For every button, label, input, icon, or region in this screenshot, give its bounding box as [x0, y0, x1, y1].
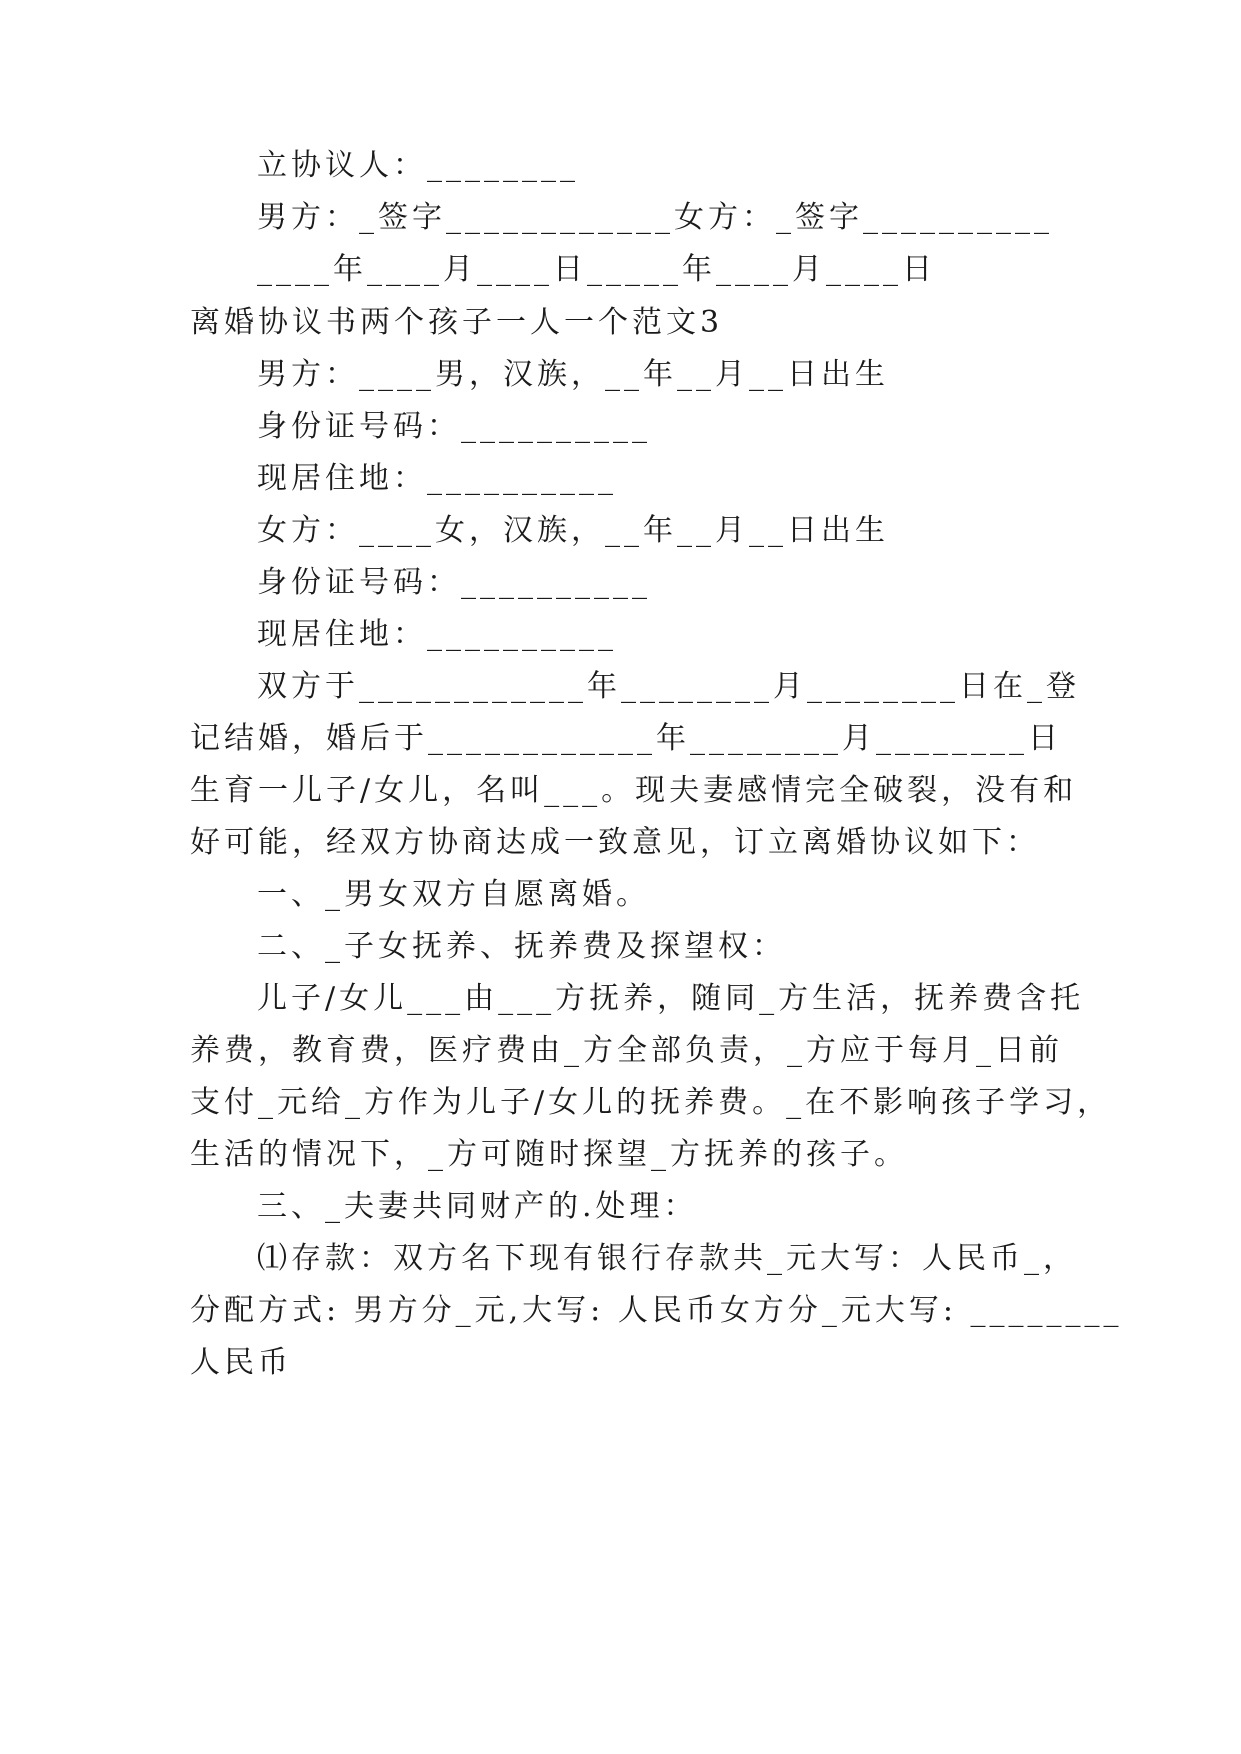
- date-line: ____年____月____日_____年____月____日: [257, 252, 936, 287]
- savings-paragraph-line: 分配方式: 男方分_元,大写: 人民币女方分_元大写: ________: [190, 1293, 1123, 1328]
- husband-address: 现居住地：__________: [257, 461, 617, 496]
- marriage-paragraph-line: 双方于____________年________月________日在_登: [257, 669, 1080, 704]
- wife-id-number: 身份证号码：__________: [257, 565, 651, 600]
- savings-paragraph-line: 人民币: [190, 1345, 292, 1380]
- husband-id-number: 身份证号码：__________: [257, 409, 651, 444]
- signatory-line: 立协议人：________: [257, 148, 579, 183]
- wife-info: 女方：____女，汉族，__年__月__日出生: [257, 513, 889, 548]
- wife-address: 现居住地：__________: [257, 617, 617, 652]
- clause-two-heading: 二、_子女抚养、抚养费及探望权：: [257, 929, 786, 964]
- clause-one: 一、_男女双方自愿离婚。: [257, 877, 650, 912]
- marriage-paragraph-line: 记结婚，婚后于____________年________月________日: [190, 721, 1062, 756]
- custody-paragraph-line: 生活的情况下，_方可随时探望_方抚养的孩子。: [190, 1137, 908, 1172]
- marriage-paragraph-line: 生育一儿子/女儿，名叫___。现夫妻感情完全破裂，没有和: [190, 773, 1078, 808]
- savings-paragraph-line: ⑴存款：双方名下现有银行存款共_元大写：人民币_，: [257, 1241, 1077, 1276]
- custody-paragraph-line: 养费，教育费，医疗费由_方全部负责，_方应于每月_日前: [190, 1033, 1063, 1068]
- custody-paragraph-line: 儿子/女儿___由___方抚养，随同_方生活，抚养费含托: [257, 981, 1085, 1016]
- signature-line: 男方：_签字____________女方：_签字__________: [257, 200, 1053, 235]
- clause-three-heading: 三、_夫妻共同财产的.处理：: [257, 1189, 698, 1224]
- section-title: 离婚协议书两个孩子一人一个范文3: [190, 305, 724, 340]
- marriage-paragraph-line: 好可能，经双方协商达成一致意见，订立离婚协议如下：: [190, 825, 1040, 860]
- husband-info: 男方：____男，汉族，__年__月__日出生: [257, 357, 889, 392]
- custody-paragraph-line: 支付_元给_方作为儿子/女儿的抚养费。_在不影响孩子学习，: [190, 1085, 1112, 1120]
